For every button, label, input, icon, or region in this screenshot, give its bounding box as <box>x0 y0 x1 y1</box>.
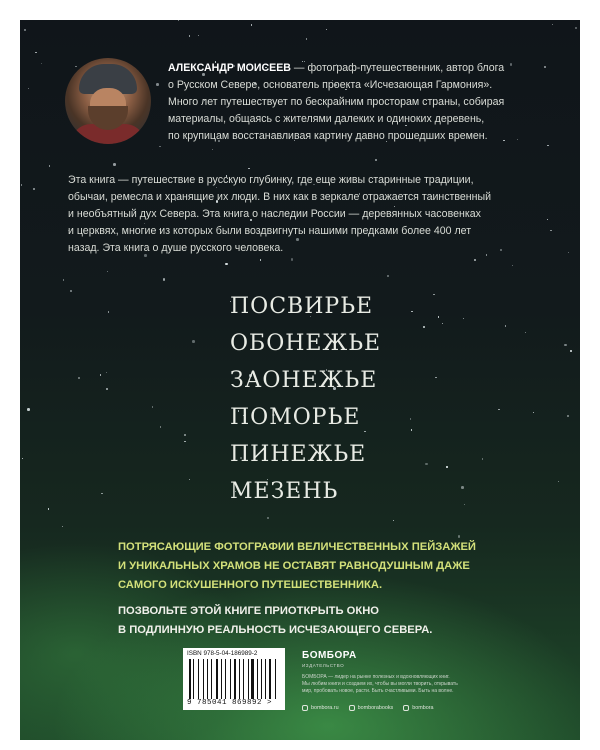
star <box>49 165 50 166</box>
star <box>160 426 161 427</box>
region-name: МЕЗЕНЬ <box>230 479 339 504</box>
star <box>525 332 526 333</box>
social-link-web[interactable] <box>302 705 339 711</box>
region-name: ЗАОНЕЖЬЕ <box>230 368 378 393</box>
barcode-bar <box>203 659 204 699</box>
star <box>248 168 249 169</box>
star <box>41 63 42 64</box>
barcode-bar <box>211 659 212 699</box>
barcode-bar <box>265 659 266 699</box>
star <box>212 149 213 150</box>
barcode-bar <box>257 659 258 699</box>
star <box>48 508 49 509</box>
barcode-bar <box>251 659 253 699</box>
book-description <box>68 172 548 257</box>
region-name: ПИНЕЖЬЕ <box>230 442 367 467</box>
star <box>189 479 190 480</box>
promo-highlight <box>118 538 558 595</box>
star <box>113 163 116 166</box>
star <box>512 265 513 266</box>
barcode-bar <box>216 659 218 699</box>
star <box>550 230 551 231</box>
social-link-telegram[interactable] <box>403 705 433 711</box>
star <box>326 29 327 30</box>
star <box>184 434 185 435</box>
social-label: bomborabooks <box>357 705 394 711</box>
star <box>178 20 179 21</box>
region-name: ПОМОРЬЕ <box>230 405 361 430</box>
star <box>107 271 108 272</box>
star <box>163 278 166 281</box>
social-label: bombora.ru <box>311 705 339 711</box>
publisher-text-line: мир, пробовать новое, расти. Быть счастливыми. Быть на волне. <box>302 688 454 694</box>
star <box>198 35 199 36</box>
star <box>75 66 76 67</box>
star <box>306 38 307 39</box>
star <box>28 88 29 89</box>
star <box>184 441 185 442</box>
star <box>225 263 228 266</box>
barcode-bars <box>189 659 279 699</box>
star <box>251 24 252 25</box>
barcode-bar <box>243 659 244 699</box>
barcode-bar <box>269 659 271 699</box>
star <box>446 466 447 467</box>
description-line: Эта книга — путешествие в русскую глубинку, где еще живы старинные традиции, <box>68 174 474 186</box>
star <box>435 377 436 378</box>
publisher-socials <box>302 705 434 711</box>
star <box>547 145 548 146</box>
star <box>21 184 22 185</box>
barcode-bar <box>239 659 241 699</box>
star <box>558 481 559 482</box>
description-line: и церквях, многие из которых были воздвигнуты нашими предками более 400 лет <box>68 225 472 237</box>
star <box>291 258 294 261</box>
barcode-bar <box>207 659 209 699</box>
vk-icon <box>349 705 355 711</box>
star <box>564 344 567 347</box>
star <box>267 517 270 520</box>
publisher-subtitle: ИЗДАТЕЛЬСТВО <box>302 663 345 668</box>
description-line: назад. Эта книга о душе русского человека. <box>68 242 284 254</box>
publisher-logo: БОМБОРА <box>302 650 357 661</box>
barcode-bar <box>248 659 249 699</box>
bio-line: — фотограф-путешественник, автор блога <box>290 62 505 74</box>
star <box>463 318 464 319</box>
social-label: bombora <box>412 705 434 711</box>
promo-line: В ПОДЛИННУЮ РЕАЛЬНОСТЬ ИСЧЕЗАЮЩЕГО СЕВЕРА. <box>118 624 433 636</box>
bio-line: по крупицам восстанавливая картину давно прошедших времен. <box>168 130 488 142</box>
star <box>100 374 101 375</box>
star <box>567 415 568 416</box>
barcode-bar <box>261 659 262 699</box>
star <box>505 325 506 326</box>
ean-number: 9 785041 869892 > <box>187 699 273 707</box>
barcode-bar <box>193 659 194 699</box>
star <box>78 377 79 378</box>
region-name: ПОСВИРЬЕ <box>230 294 374 319</box>
promo-highlight-line: ПОТРЯСАЮЩИЕ ФОТОГРАФИИ ВЕЛИЧЕСТВЕННЫХ ПЕЙЗАЖЕЙ <box>118 541 476 553</box>
star <box>106 372 107 373</box>
star <box>63 279 64 280</box>
star <box>192 340 195 343</box>
star <box>62 526 63 527</box>
star <box>533 412 534 413</box>
star <box>482 458 483 459</box>
barcode-bar <box>225 659 227 699</box>
barcode-bar <box>275 659 276 699</box>
author-name: АЛЕКСАНДР МОИСЕЕВ <box>168 62 291 74</box>
star <box>375 159 376 160</box>
description-line: обычаи, ремесла и хранящие их люди. В них как в зеркале отражается таинственный <box>68 191 492 203</box>
region-name: ОБОНЕЖЬЕ <box>230 331 382 356</box>
star <box>33 188 34 189</box>
barcode-bar <box>221 659 222 699</box>
description-line: и необъятный дух Севера. Эта книга о наследии России — деревянных часовенках <box>68 208 481 220</box>
star <box>575 27 576 28</box>
star <box>189 35 190 36</box>
publisher-text-line: Мы любим книги и создаем их, чтобы вы могли творить, открывать <box>302 681 458 687</box>
author-bio <box>168 60 568 145</box>
promo-highlight-line: САМОГО ИСКУШЕННОГО ПУТЕШЕСТВЕННИКА. <box>118 579 383 591</box>
star <box>433 294 434 295</box>
isbn-barcode <box>183 648 285 710</box>
star <box>108 311 109 312</box>
star <box>35 52 36 53</box>
star <box>438 316 439 317</box>
bio-line: материалы, общаясь с жителями далеких и одиноких деревень, <box>168 113 485 125</box>
author-photo <box>65 58 151 144</box>
star <box>24 29 25 30</box>
star <box>106 388 109 391</box>
star <box>498 409 499 410</box>
barcode-bar <box>230 659 231 699</box>
star <box>474 259 475 260</box>
book-back-cover <box>20 20 580 740</box>
star <box>464 504 465 505</box>
star <box>461 486 464 489</box>
social-link-vk[interactable] <box>349 705 394 711</box>
star <box>159 146 160 147</box>
star <box>387 275 388 276</box>
telegram-icon <box>403 705 409 711</box>
promo-text <box>118 602 558 640</box>
star <box>552 24 553 25</box>
barcode-bar <box>198 659 199 699</box>
star <box>260 259 261 260</box>
star <box>442 323 443 324</box>
barcode-bar <box>234 659 236 699</box>
star <box>70 290 71 291</box>
publisher-text <box>302 674 472 695</box>
star <box>568 252 569 253</box>
isbn-number: ISBN 978-5-04-186989-2 <box>187 650 258 657</box>
promo-line: ПОЗВОЛЬТЕ ЭТОЙ КНИГЕ ПРИОТКРЫТЬ ОКНО <box>118 605 379 617</box>
star <box>27 408 30 411</box>
bio-line: Много лет путешествует по бескрайним просторам страны, собирая <box>168 96 505 108</box>
star <box>101 493 102 494</box>
star <box>570 350 571 351</box>
star <box>22 458 23 459</box>
bio-line: о Русском Севере, основатель проекта «Исчезающая Гармония». <box>168 79 493 91</box>
star <box>393 520 394 521</box>
barcode-bar <box>189 659 191 699</box>
promo-highlight-line: И УНИКАЛЬНЫХ ХРАМОВ НЕ ОСТАВЯТ РАВНОДУШНЫМ ДАЖЕ <box>118 560 470 572</box>
web-icon <box>302 705 308 711</box>
publisher-text-line: БОМБОРА — лидер на рынке полезных и вдохновляющих книг. <box>302 674 450 680</box>
regions-list <box>230 288 430 510</box>
star <box>156 83 159 86</box>
star <box>152 406 153 407</box>
